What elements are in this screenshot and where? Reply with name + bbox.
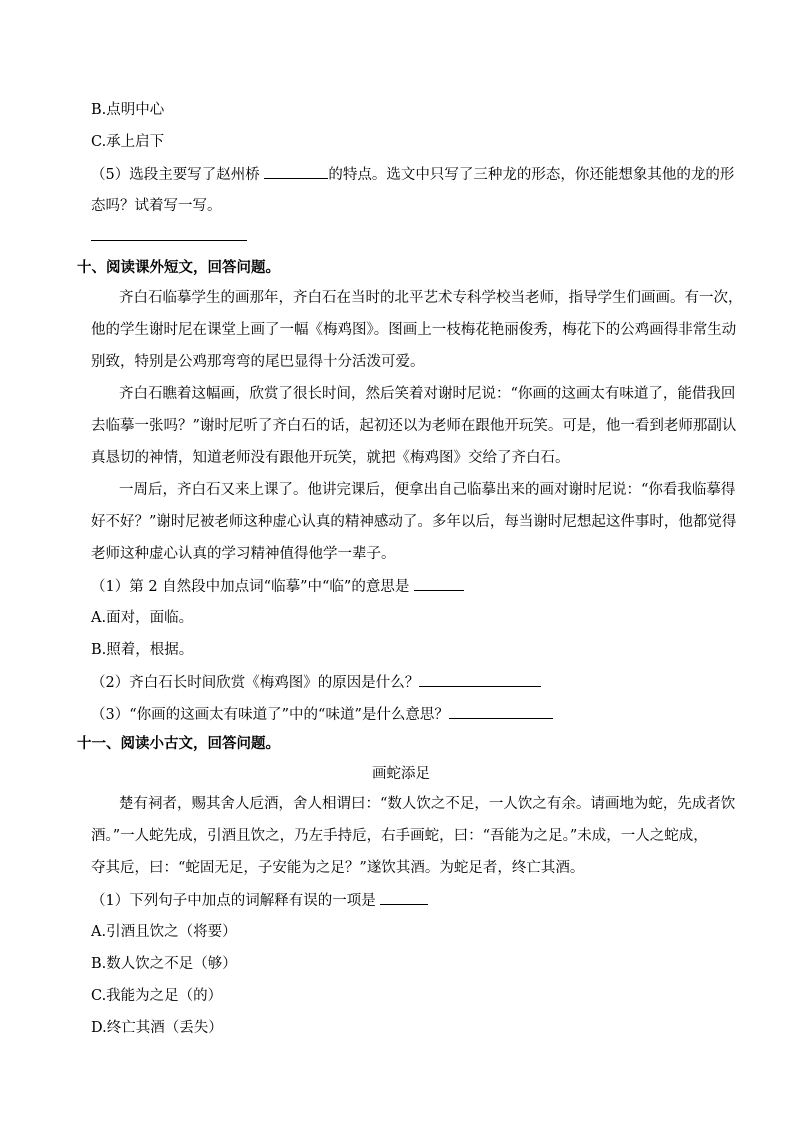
passage-line: 真恳切的神情，知道老师没有跟他开玩笑，就把《梅鸡图》交给了齐白石。 [91, 450, 570, 466]
passage-line: 酒。”一人蛇先成，引酒且饮之，乃左手持卮，右手画蛇，曰：“吾能为之足。”未成，一人之蛇成， [91, 828, 708, 844]
answer-blank[interactable] [414, 576, 464, 591]
question-3-text: （3）“你画的这画太有味道了”中的“味道”是什么意思？ [91, 707, 449, 723]
option-b: B.照着，根据。 [91, 642, 194, 658]
option-c: C.我能为之足（的） [91, 988, 223, 1004]
section-10-heading: 十、阅读课外短文，回答问题。 [77, 259, 280, 276]
option-b: B.点明中心 [91, 102, 165, 118]
passage-line: 他的学生谢时尼在课堂上画了一幅《梅鸡图》。图画上一枝梅花艳丽俊秀，梅花下的公鸡画得非常生动 [91, 322, 737, 338]
passage-line: 楚有祠者，赐其舍人卮酒，舍人相谓曰：“数人饮之不足，一人饮之有余。请画地为蛇，先成者饮 [119, 796, 736, 812]
option-b: B.数人饮之不足（够） [91, 956, 237, 972]
passage-line: 一周后，齐白石又来上课了。他讲完课后，便拿出自己临摹出来的画对谢时尼说：“你看我临摹得 [119, 482, 736, 498]
question-1-text: （1）下列句子中加点的词解释有误的一项是 [91, 893, 381, 909]
passage-line: 去临摹一张吗？”谢时尼听了齐白石的话，起初还以为老师在跟他开玩笑。可是，他一看到老师那副认 [91, 418, 737, 434]
question-5-text-b: 的特点。选文中只写了三种龙的形态，你还能想象其他的龙的形 [328, 167, 735, 183]
question-5-continued: 态吗？试着写一写。 [91, 198, 222, 214]
question-5 [91, 164, 734, 185]
option-a: A.引酒且饮之（将要） [91, 924, 237, 940]
answer-blank[interactable] [380, 890, 428, 905]
question-2-text: （2）齐白石长时间欣赏《梅鸡图》的原因是什么？ [91, 675, 420, 691]
answer-blank[interactable] [449, 704, 553, 719]
passage-line: 夺其卮，曰：“蛇固无足，子安能为之足？”遂饮其酒。为蛇足者，终亡其酒。 [91, 860, 585, 876]
question-3 [91, 704, 553, 725]
option-c: C.承上启下 [91, 134, 165, 150]
section-11-heading: 十一、阅读小古文，回答问题。 [77, 735, 280, 752]
question-5-text-a: （5）选段主要写了赵州桥 [91, 167, 265, 183]
answer-line[interactable] [91, 240, 247, 241]
passage-line: 齐白石临摹学生的画那年，齐白石在当时的北平艺术专科学校当老师，指导学生们画画。有一次， [119, 290, 743, 306]
passage-line: 老师这种虚心认真的学习精神值得他学一辈子。 [91, 546, 396, 562]
passage-line: 别致，特别是公鸡那弯弯的尾巴显得十分活泼可爱。 [91, 354, 425, 370]
question-1 [91, 576, 464, 597]
option-a: A.面对，面临。 [91, 610, 194, 626]
answer-blank[interactable] [419, 672, 541, 687]
passage-line: 齐白石瞧着这幅画，欣赏了很长时间，然后笑着对谢时尼说：“你画的这画太有味道了，能借我回 [119, 386, 736, 402]
answer-blank[interactable] [264, 164, 328, 179]
question-1-text: （1）第 2 自然段中加点词“临摹”中“临”的意思是 [91, 579, 414, 595]
passage-line: 好不好？”谢时尼被老师这种虚心认真的精神感动了。多年以后，每当谢时尼想起这件事时，他都觉得 [91, 514, 737, 530]
passage-title: 画蛇添足 [372, 766, 430, 782]
question-1 [91, 890, 428, 911]
option-d: D.终亡其酒（丢失） [91, 1020, 223, 1036]
question-2 [91, 672, 541, 693]
